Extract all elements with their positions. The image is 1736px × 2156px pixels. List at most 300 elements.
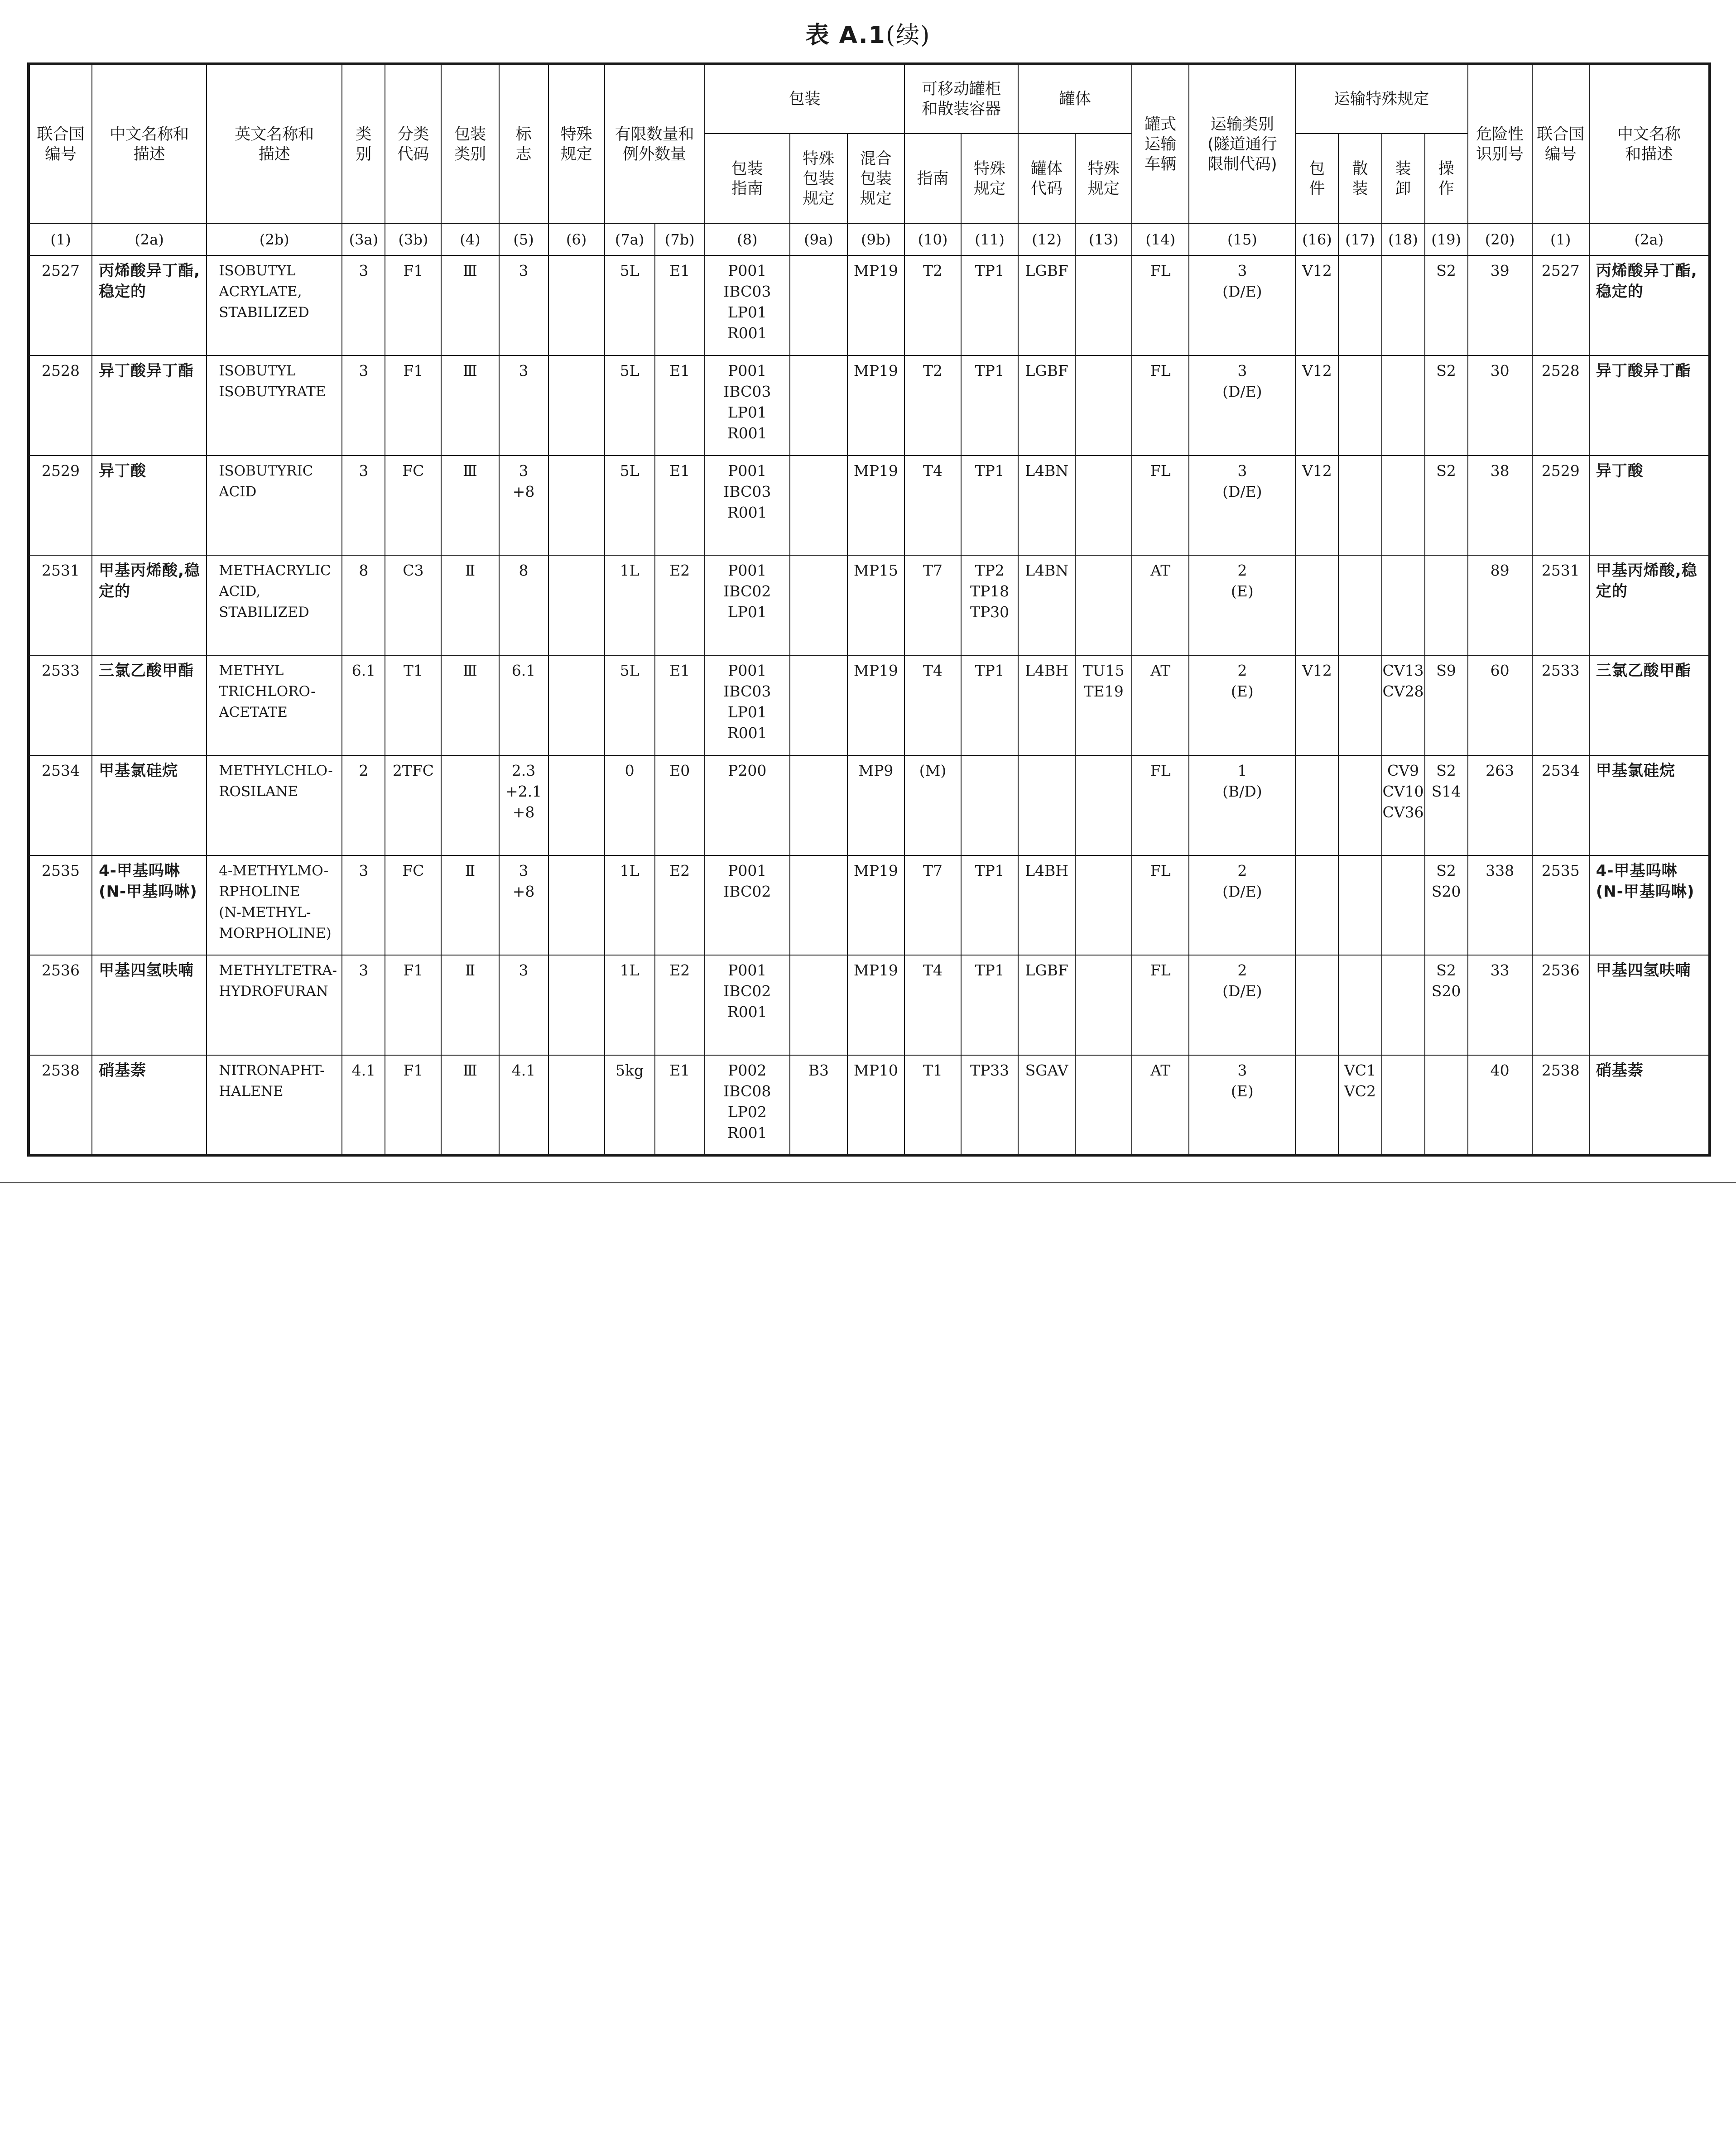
- cell-transport-category: 2 (D/E): [1189, 955, 1295, 1055]
- cell-operation: S9: [1425, 655, 1468, 755]
- cell-pt-instructions: T7: [904, 855, 961, 956]
- column-number: (6): [548, 224, 605, 255]
- cell-un-no-repeat: 2534: [1532, 755, 1589, 855]
- cell-bulk: [1338, 655, 1381, 755]
- cell-packages: [1295, 955, 1338, 1055]
- cell-pt-instructions: T7: [904, 555, 961, 655]
- cell-packing-instructions: P001 IBC03 R001: [705, 456, 790, 556]
- column-number: (13): [1075, 224, 1132, 255]
- header-tank-code: 罐体 代码: [1018, 134, 1075, 224]
- cell-class: 6.1: [342, 655, 385, 755]
- cell-bulk: [1338, 456, 1381, 556]
- header-pt-special: 特殊 规定: [961, 134, 1018, 224]
- cell-limited-quantity: 5L: [605, 655, 655, 755]
- cell-limited-quantity: 1L: [605, 955, 655, 1055]
- table-title-suffix: (续): [885, 22, 931, 49]
- table-row: [29, 456, 1710, 556]
- cell-loading: [1382, 1055, 1425, 1155]
- table-row: [29, 855, 1710, 956]
- header-pt-instructions: 指南: [904, 134, 961, 224]
- header-name-zh-repeat: 中文名称 和描述: [1589, 64, 1710, 224]
- cell-tank-code: L4BH: [1018, 855, 1075, 956]
- cell-special-provisions: [548, 1055, 605, 1155]
- table-title: [0, 17, 1736, 53]
- header-bulk: 散 装: [1338, 134, 1381, 224]
- cell-loading: [1382, 255, 1425, 355]
- cell-tank-vehicle: AT: [1132, 555, 1189, 655]
- header-packing-instructions: 包装 指南: [705, 134, 790, 224]
- column-number: (4): [441, 224, 499, 255]
- cell-loading: CV9 CV10 CV36: [1382, 755, 1425, 855]
- cell-limited-quantity: 0: [605, 755, 655, 855]
- header-packaging: 包装: [705, 64, 904, 134]
- cell-tank-special: [1075, 755, 1132, 855]
- cell-class-code: F1: [385, 355, 441, 456]
- cell-pt-special: TP1: [961, 855, 1018, 956]
- cell-excepted-quantity: E2: [655, 955, 705, 1055]
- header-name-zh: 中文名称和 描述: [92, 64, 207, 224]
- table-row: [29, 355, 1710, 456]
- cell-labels: 2.3 +2.1 +8: [499, 755, 548, 855]
- cell-tank-vehicle: FL: [1132, 255, 1189, 355]
- cell-un-no: 2534: [29, 755, 92, 855]
- column-number: (2b): [207, 224, 342, 255]
- cell-bulk: [1338, 955, 1381, 1055]
- cell-name-zh: 4-甲基吗啉(N-甲基吗啉): [92, 855, 207, 956]
- cell-name-en: METHYLCHLO- ROSILANE: [207, 755, 342, 855]
- cell-name-zh: 丙烯酸异丁酯,稳定的: [92, 255, 207, 355]
- cell-class-code: 2TFC: [385, 755, 441, 855]
- cell-packages: [1295, 555, 1338, 655]
- cell-tank-vehicle: FL: [1132, 456, 1189, 556]
- cell-special-packing: [790, 655, 847, 755]
- cell-tank-vehicle: FL: [1132, 355, 1189, 456]
- column-number: (5): [499, 224, 548, 255]
- cell-special-packing: B3: [790, 1055, 847, 1155]
- cell-packages: [1295, 755, 1338, 855]
- cell-operation: S2 S14: [1425, 755, 1468, 855]
- cell-special-provisions: [548, 655, 605, 755]
- cell-tank-special: [1075, 955, 1132, 1055]
- cell-packing-instructions: P002 IBC08 LP02 R001: [705, 1055, 790, 1155]
- cell-pt-special: TP33: [961, 1055, 1018, 1155]
- cell-hazard-id: 338: [1468, 855, 1532, 956]
- column-number: (20): [1468, 224, 1532, 255]
- cell-mixed-packing: MP15: [847, 555, 904, 655]
- header-packages: 包 件: [1295, 134, 1338, 224]
- cell-tank-special: [1075, 1055, 1132, 1155]
- cell-labels: 6.1: [499, 655, 548, 755]
- cell-tank-vehicle: FL: [1132, 955, 1189, 1055]
- cell-name-zh-repeat: 甲基四氢呋喃: [1589, 955, 1710, 1055]
- cell-transport-category: 3 (D/E): [1189, 456, 1295, 556]
- cell-name-zh-repeat: 甲基氯硅烷: [1589, 755, 1710, 855]
- cell-un-no-repeat: 2528: [1532, 355, 1589, 456]
- cell-tank-vehicle: AT: [1132, 1055, 1189, 1155]
- cell-name-en: METHYL TRICHLORO- ACETATE: [207, 655, 342, 755]
- cell-name-zh: 三氯乙酸甲酯: [92, 655, 207, 755]
- cell-name-en: ISOBUTYL ACRYLATE, STABILIZED: [207, 255, 342, 355]
- column-number: (1): [1532, 224, 1589, 255]
- column-number: (10): [904, 224, 961, 255]
- cell-un-no: 2528: [29, 355, 92, 456]
- header-special-transport: 运输特殊规定: [1295, 64, 1467, 134]
- header-labels: 标 志: [499, 64, 548, 224]
- header-operation: 操 作: [1425, 134, 1468, 224]
- cell-transport-category: 3 (D/E): [1189, 355, 1295, 456]
- cell-transport-category: 1 (B/D): [1189, 755, 1295, 855]
- cell-special-provisions: [548, 355, 605, 456]
- column-number: (11): [961, 224, 1018, 255]
- cell-mixed-packing: MP9: [847, 755, 904, 855]
- cell-un-no-repeat: 2536: [1532, 955, 1589, 1055]
- column-number: (9a): [790, 224, 847, 255]
- cell-name-zh-repeat: 硝基萘: [1589, 1055, 1710, 1155]
- cell-name-en: METHACRYLIC ACID, STABILIZED: [207, 555, 342, 655]
- cell-name-zh-repeat: 异丁酸异丁酯: [1589, 355, 1710, 456]
- cell-packages: [1295, 1055, 1338, 1155]
- cell-special-packing: [790, 755, 847, 855]
- cell-excepted-quantity: E2: [655, 555, 705, 655]
- cell-name-zh-repeat: 丙烯酸异丁酯,稳定的: [1589, 255, 1710, 355]
- cell-limited-quantity: 5L: [605, 255, 655, 355]
- cell-packages: V12: [1295, 456, 1338, 556]
- cell-packages: V12: [1295, 255, 1338, 355]
- header-class-code: 分类 代码: [385, 64, 441, 224]
- cell-un-no-repeat: 2529: [1532, 456, 1589, 556]
- table-row: [29, 1055, 1710, 1155]
- cell-loading: [1382, 355, 1425, 456]
- column-number: (17): [1338, 224, 1381, 255]
- cell-pt-special: TP1: [961, 255, 1018, 355]
- cell-tank-special: [1075, 255, 1132, 355]
- cell-special-packing: [790, 255, 847, 355]
- cell-labels: 3 +8: [499, 456, 548, 556]
- cell-packing-group: Ⅲ: [441, 655, 499, 755]
- column-number: (3a): [342, 224, 385, 255]
- dangerous-goods-table: [27, 62, 1711, 1157]
- column-number: (19): [1425, 224, 1468, 255]
- cell-operation: [1425, 1055, 1468, 1155]
- cell-class: 3: [342, 255, 385, 355]
- cell-class-code: T1: [385, 655, 441, 755]
- cell-name-zh-repeat: 4-甲基吗啉(N-甲基吗啉): [1589, 855, 1710, 956]
- table-row: [29, 555, 1710, 655]
- cell-labels: 4.1: [499, 1055, 548, 1155]
- cell-name-zh: 甲基四氢呋喃: [92, 955, 207, 1055]
- header-tank-special: 特殊 规定: [1075, 134, 1132, 224]
- cell-un-no: 2529: [29, 456, 92, 556]
- cell-operation: S2 S20: [1425, 855, 1468, 956]
- cell-class-code: C3: [385, 555, 441, 655]
- cell-pt-special: TP1: [961, 655, 1018, 755]
- cell-name-en: NITRONAPHT- HALENE: [207, 1055, 342, 1155]
- cell-name-en: METHYLTETRA- HYDROFURAN: [207, 955, 342, 1055]
- cell-tank-vehicle: FL: [1132, 755, 1189, 855]
- cell-packages: [1295, 855, 1338, 956]
- cell-excepted-quantity: E1: [655, 255, 705, 355]
- cell-excepted-quantity: E1: [655, 1055, 705, 1155]
- column-number: (12): [1018, 224, 1075, 255]
- cell-mixed-packing: MP19: [847, 355, 904, 456]
- cell-special-provisions: [548, 456, 605, 556]
- cell-un-no-repeat: 2535: [1532, 855, 1589, 956]
- cell-hazard-id: 263: [1468, 755, 1532, 855]
- cell-operation: S2: [1425, 355, 1468, 456]
- cell-packing-group: Ⅱ: [441, 555, 499, 655]
- cell-special-provisions: [548, 755, 605, 855]
- header-packing-group: 包装 类别: [441, 64, 499, 224]
- column-number: (9b): [847, 224, 904, 255]
- cell-limited-quantity: 1L: [605, 855, 655, 956]
- cell-operation: [1425, 555, 1468, 655]
- cell-labels: 8: [499, 555, 548, 655]
- cell-tank-code: L4BN: [1018, 456, 1075, 556]
- cell-packing-instructions: P001 IBC02 R001: [705, 955, 790, 1055]
- cell-class-code: F1: [385, 955, 441, 1055]
- cell-excepted-quantity: E0: [655, 755, 705, 855]
- column-number: (14): [1132, 224, 1189, 255]
- cell-class: 4.1: [342, 1055, 385, 1155]
- cell-special-packing: [790, 456, 847, 556]
- cell-special-provisions: [548, 855, 605, 956]
- cell-limited-quantity: 5L: [605, 355, 655, 456]
- header-limited-excepted: 有限数量和 例外数量: [605, 64, 705, 224]
- cell-pt-special: TP1: [961, 456, 1018, 556]
- cell-un-no: 2536: [29, 955, 92, 1055]
- cell-class: 3: [342, 355, 385, 456]
- column-number: (2a): [1589, 224, 1710, 255]
- cell-name-zh: 甲基氯硅烷: [92, 755, 207, 855]
- cell-packing-instructions: P001 IBC03 LP01 R001: [705, 255, 790, 355]
- cell-operation: S2 S20: [1425, 955, 1468, 1055]
- cell-excepted-quantity: E1: [655, 355, 705, 456]
- cell-loading: [1382, 955, 1425, 1055]
- cell-pt-special: [961, 755, 1018, 855]
- cell-hazard-id: 39: [1468, 255, 1532, 355]
- cell-loading: [1382, 555, 1425, 655]
- cell-tank-special: [1075, 355, 1132, 456]
- cell-packing-instructions: P001 IBC03 LP01 R001: [705, 655, 790, 755]
- cell-name-en: 4-METHYLMO- RPHOLINE (N-METHYL- MORPHOLINE): [207, 855, 342, 956]
- column-number: (7a): [605, 224, 655, 255]
- column-number: (2a): [92, 224, 207, 255]
- header-class: 类 别: [342, 64, 385, 224]
- cell-name-zh: 甲基丙烯酸,稳定的: [92, 555, 207, 655]
- cell-hazard-id: 40: [1468, 1055, 1532, 1155]
- cell-excepted-quantity: E1: [655, 456, 705, 556]
- cell-excepted-quantity: E1: [655, 655, 705, 755]
- cell-loading: [1382, 855, 1425, 956]
- cell-labels: 3 +8: [499, 855, 548, 956]
- cell-un-no: 2531: [29, 555, 92, 655]
- column-number: (16): [1295, 224, 1338, 255]
- header-special-packing: 特殊 包装 规定: [790, 134, 847, 224]
- header-un-no: 联合国 编号: [29, 64, 92, 224]
- table-body: [29, 255, 1710, 1155]
- cell-operation: S2: [1425, 255, 1468, 355]
- table-row: [29, 955, 1710, 1055]
- cell-name-zh: 硝基萘: [92, 1055, 207, 1155]
- cell-hazard-id: 33: [1468, 955, 1532, 1055]
- cell-special-packing: [790, 555, 847, 655]
- cell-class-code: FC: [385, 855, 441, 956]
- cell-mixed-packing: MP19: [847, 655, 904, 755]
- cell-tank-code: L4BN: [1018, 555, 1075, 655]
- cell-bulk: [1338, 355, 1381, 456]
- header-row-1: [29, 64, 1710, 134]
- cell-hazard-id: 60: [1468, 655, 1532, 755]
- cell-pt-instructions: T4: [904, 955, 961, 1055]
- cell-mixed-packing: MP19: [847, 955, 904, 1055]
- cell-pt-special: TP1: [961, 955, 1018, 1055]
- cell-limited-quantity: 5L: [605, 456, 655, 556]
- cell-operation: S2: [1425, 456, 1468, 556]
- cell-class: 2: [342, 755, 385, 855]
- column-number: (15): [1189, 224, 1295, 255]
- cell-pt-instructions: T1: [904, 1055, 961, 1155]
- cell-limited-quantity: 5kg: [605, 1055, 655, 1155]
- cell-un-no-repeat: 2531: [1532, 555, 1589, 655]
- cell-transport-category: 3 (E): [1189, 1055, 1295, 1155]
- cell-mixed-packing: MP19: [847, 456, 904, 556]
- cell-tank-code: L4BH: [1018, 655, 1075, 755]
- table-row: [29, 755, 1710, 855]
- cell-bulk: [1338, 855, 1381, 956]
- cell-pt-special: TP2 TP18 TP30: [961, 555, 1018, 655]
- column-number: (7b): [655, 224, 705, 255]
- header-special-provisions: 特殊 规定: [548, 64, 605, 224]
- cell-packing-group: Ⅲ: [441, 255, 499, 355]
- header-portable-tanks: 可移动罐柜 和散装容器: [904, 64, 1018, 134]
- cell-un-no-repeat: 2527: [1532, 255, 1589, 355]
- cell-transport-category: 3 (D/E): [1189, 255, 1295, 355]
- cell-bulk: [1338, 255, 1381, 355]
- page-divider: [0, 1182, 1736, 1183]
- cell-pt-instructions: T4: [904, 456, 961, 556]
- cell-name-zh: 异丁酸: [92, 456, 207, 556]
- cell-pt-instructions: T2: [904, 255, 961, 355]
- header-mixed-packing: 混合 包装 规定: [847, 134, 904, 224]
- table-row: [29, 655, 1710, 755]
- cell-un-no-repeat: 2533: [1532, 655, 1589, 755]
- cell-pt-instructions: T2: [904, 355, 961, 456]
- table-title-main: 表 A.1: [805, 22, 886, 49]
- cell-class: 3: [342, 955, 385, 1055]
- cell-special-packing: [790, 855, 847, 956]
- cell-class: 8: [342, 555, 385, 655]
- cell-transport-category: 2 (E): [1189, 555, 1295, 655]
- cell-name-zh-repeat: 甲基丙烯酸,稳定的: [1589, 555, 1710, 655]
- cell-bulk: [1338, 755, 1381, 855]
- header-transport-category: 运输类别 (隧道通行 限制代码): [1189, 64, 1295, 224]
- cell-excepted-quantity: E2: [655, 855, 705, 956]
- cell-bulk: [1338, 555, 1381, 655]
- cell-un-no: 2535: [29, 855, 92, 956]
- cell-special-provisions: [548, 955, 605, 1055]
- cell-packing-instructions: P200: [705, 755, 790, 855]
- header-hazard-id: 危险性 识别号: [1468, 64, 1532, 224]
- cell-class-code: F1: [385, 1055, 441, 1155]
- cell-un-no: 2538: [29, 1055, 92, 1155]
- cell-packages: V12: [1295, 655, 1338, 755]
- cell-tank-code: LGBF: [1018, 255, 1075, 355]
- cell-un-no: 2527: [29, 255, 92, 355]
- cell-packing-group: Ⅲ: [441, 456, 499, 556]
- cell-tank-vehicle: AT: [1132, 655, 1189, 755]
- cell-limited-quantity: 1L: [605, 555, 655, 655]
- cell-tank-special: [1075, 855, 1132, 956]
- cell-hazard-id: 30: [1468, 355, 1532, 456]
- header-name-en: 英文名称和 描述: [207, 64, 342, 224]
- cell-special-packing: [790, 355, 847, 456]
- cell-loading: CV13 CV28: [1382, 655, 1425, 755]
- header-un-no-repeat: 联合国 编号: [1532, 64, 1589, 224]
- cell-name-zh-repeat: 三氯乙酸甲酯: [1589, 655, 1710, 755]
- cell-hazard-id: 38: [1468, 456, 1532, 556]
- cell-transport-category: 2 (E): [1189, 655, 1295, 755]
- cell-packing-group: Ⅱ: [441, 955, 499, 1055]
- cell-packing-instructions: P001 IBC02 LP01: [705, 555, 790, 655]
- cell-packing-group: [441, 755, 499, 855]
- column-number-row: [29, 224, 1710, 255]
- cell-tank-special: [1075, 456, 1132, 556]
- table-row: [29, 255, 1710, 355]
- cell-tank-code: LGBF: [1018, 955, 1075, 1055]
- cell-hazard-id: 89: [1468, 555, 1532, 655]
- cell-mixed-packing: MP19: [847, 855, 904, 956]
- cell-class: 3: [342, 456, 385, 556]
- cell-name-zh-repeat: 异丁酸: [1589, 456, 1710, 556]
- cell-tank-code: LGBF: [1018, 355, 1075, 456]
- cell-mixed-packing: MP10: [847, 1055, 904, 1155]
- cell-transport-category: 2 (D/E): [1189, 855, 1295, 956]
- cell-packing-instructions: P001 IBC03 LP01 R001: [705, 355, 790, 456]
- cell-name-en: ISOBUTYRIC ACID: [207, 456, 342, 556]
- cell-packing-instructions: P001 IBC02: [705, 855, 790, 956]
- cell-pt-instructions: T4: [904, 655, 961, 755]
- cell-class-code: F1: [385, 255, 441, 355]
- column-number: (3b): [385, 224, 441, 255]
- cell-pt-special: TP1: [961, 355, 1018, 456]
- cell-labels: 3: [499, 355, 548, 456]
- cell-tank-code: SGAV: [1018, 1055, 1075, 1155]
- cell-special-provisions: [548, 255, 605, 355]
- cell-special-provisions: [548, 555, 605, 655]
- header-tank: 罐体: [1018, 64, 1132, 134]
- cell-special-packing: [790, 955, 847, 1055]
- cell-tank-code: [1018, 755, 1075, 855]
- cell-mixed-packing: MP19: [847, 255, 904, 355]
- cell-class-code: FC: [385, 456, 441, 556]
- cell-tank-special: TU15 TE19: [1075, 655, 1132, 755]
- cell-packages: V12: [1295, 355, 1338, 456]
- column-number: (18): [1382, 224, 1425, 255]
- cell-labels: 3: [499, 955, 548, 1055]
- header-tank-vehicle: 罐式 运输 车辆: [1132, 64, 1189, 224]
- cell-packing-group: Ⅲ: [441, 1055, 499, 1155]
- cell-loading: [1382, 456, 1425, 556]
- cell-name-en: ISOBUTYL ISOBUTYRATE: [207, 355, 342, 456]
- cell-un-no-repeat: 2538: [1532, 1055, 1589, 1155]
- cell-bulk: VC1 VC2: [1338, 1055, 1381, 1155]
- cell-un-no: 2533: [29, 655, 92, 755]
- cell-packing-group: Ⅱ: [441, 855, 499, 956]
- cell-class: 3: [342, 855, 385, 956]
- cell-name-zh: 异丁酸异丁酯: [92, 355, 207, 456]
- header-loading: 装 卸: [1382, 134, 1425, 224]
- cell-packing-group: Ⅲ: [441, 355, 499, 456]
